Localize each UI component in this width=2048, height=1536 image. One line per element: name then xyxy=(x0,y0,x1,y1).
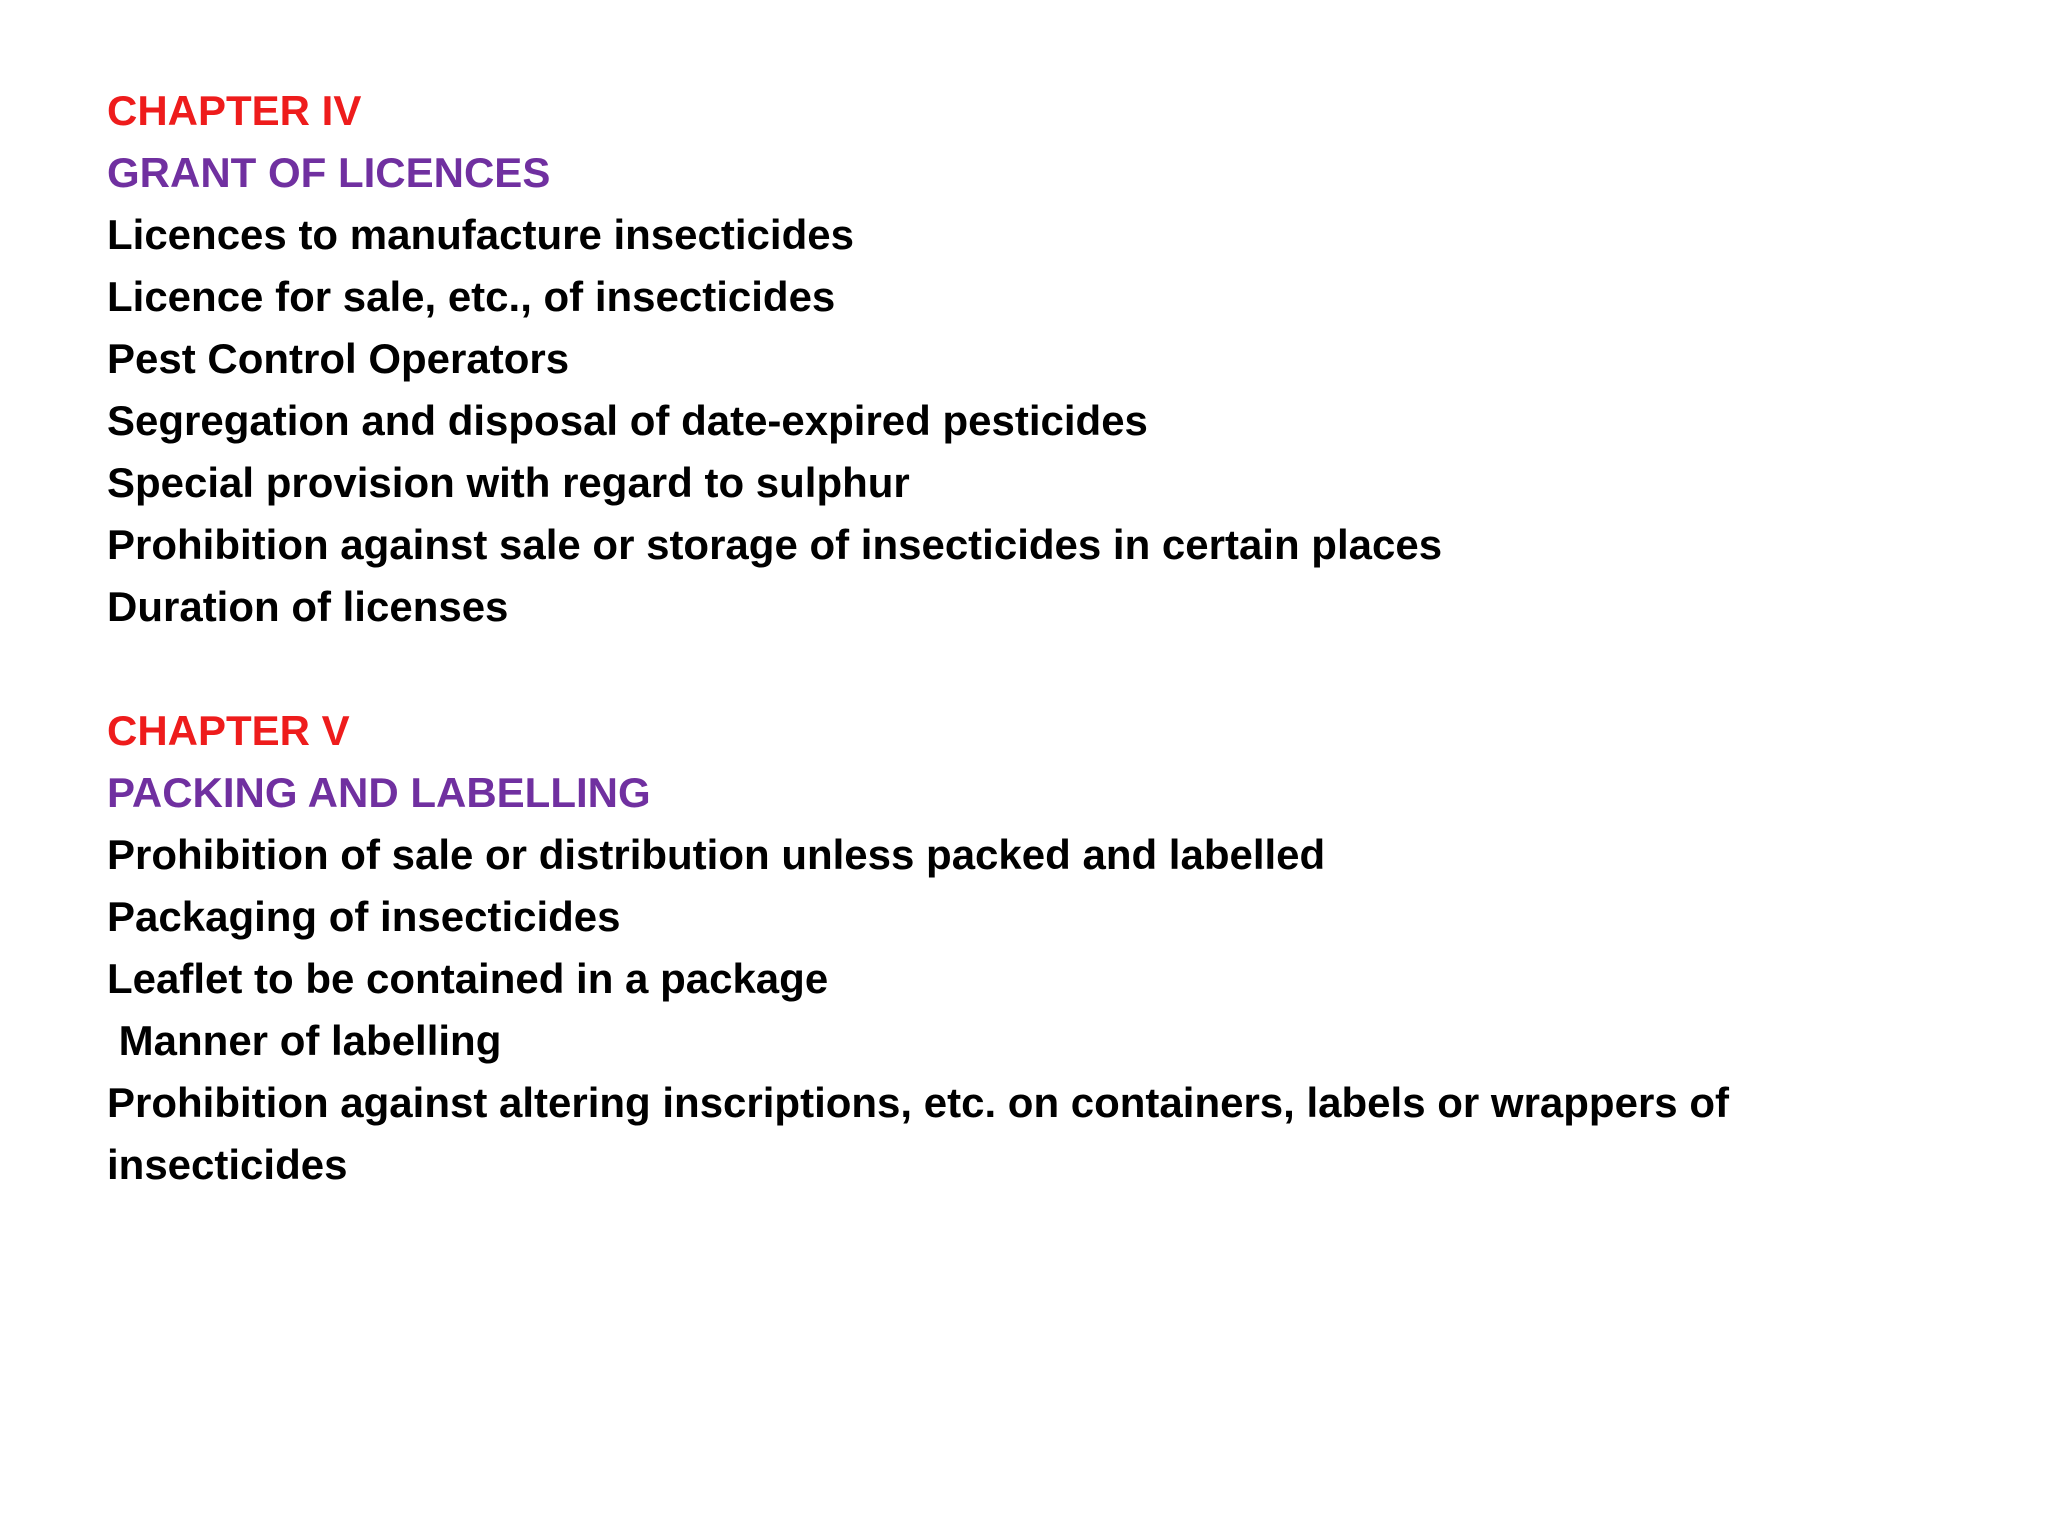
list-item: Segregation and disposal of date-expired pesticides xyxy=(107,397,1148,444)
list-item: Prohibition of sale or distribution unless packed and labelled xyxy=(107,831,1326,878)
list-item: Leaflet to be contained in a package xyxy=(107,955,829,1002)
chapter-title: CHAPTER V xyxy=(107,707,350,754)
chapter-title: CHAPTER IV xyxy=(107,87,362,134)
list-item: Duration of licenses xyxy=(107,583,509,630)
chapter-heading: PACKING AND LABELLING xyxy=(107,769,651,816)
slide-content xyxy=(107,80,1947,1196)
list-item: Prohibition against sale or storage of insecticides in certain places xyxy=(107,521,1443,568)
section-gap xyxy=(107,638,1947,700)
chapter-heading: GRANT OF LICENCES xyxy=(107,149,551,196)
list-item: Licence for sale, etc., of insecticides xyxy=(107,273,836,320)
list-item: Pest Control Operators xyxy=(107,335,570,382)
list-item: Special provision with regard to sulphur xyxy=(107,459,910,506)
list-item: Prohibition against altering inscriptions, etc. on containers, labels or wrappers of insecticides xyxy=(107,1079,1741,1188)
list-item: Manner of labelling xyxy=(107,1017,502,1064)
list-item: Packaging of insecticides xyxy=(107,893,621,940)
section-chapter-iv xyxy=(107,80,1947,638)
section-chapter-v xyxy=(107,700,1947,1196)
list-item: Licences to manufacture insecticides xyxy=(107,211,854,258)
